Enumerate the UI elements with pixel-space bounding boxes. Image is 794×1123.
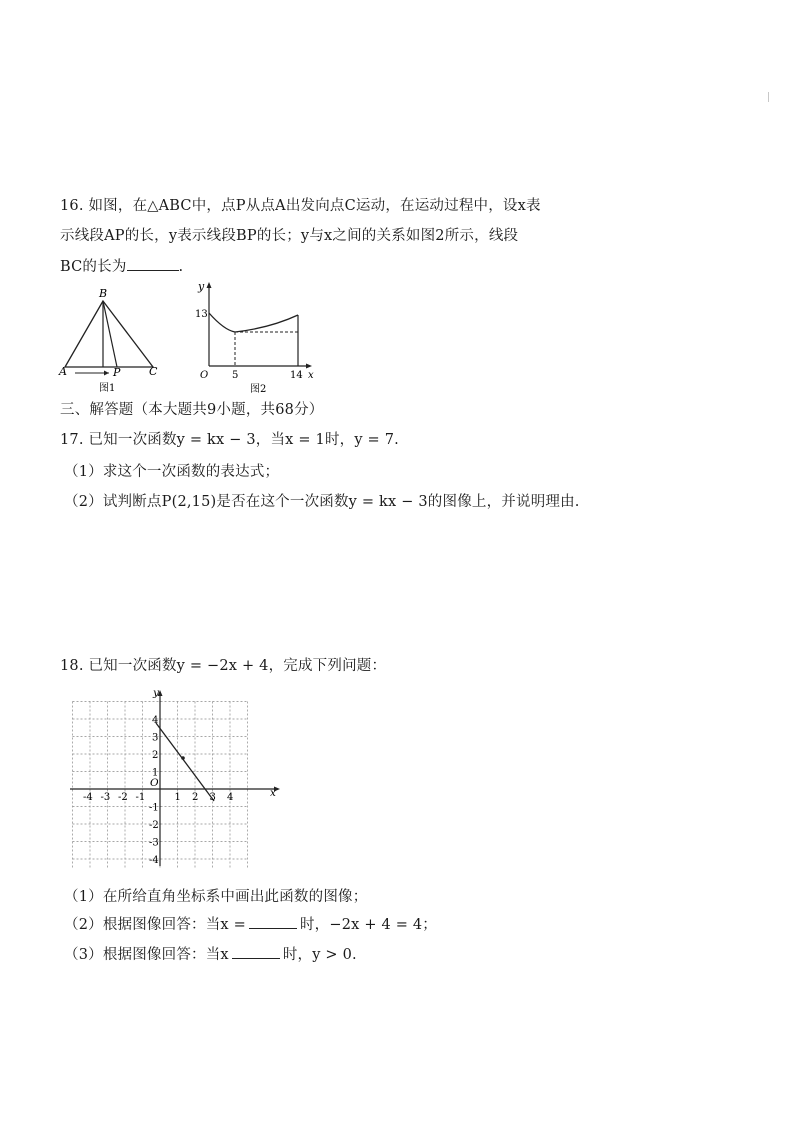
fig2-origin: O [200, 370, 209, 381]
y-tick-label: 4 [152, 715, 159, 726]
q18-coordinate-grid[interactable] [66, 686, 284, 872]
fig2-x14: 14 [290, 370, 303, 381]
q18-part2-post: 时，−2x + 4 = 4； [299, 917, 438, 933]
label-a: A [59, 365, 67, 378]
q16-line3-post: . [178, 259, 184, 275]
x-tick-label: -2 [118, 792, 128, 803]
fig2-y-label: y [198, 280, 205, 293]
q18-stem: 18. 已知一次函数y = −2x + 4，完成下列问题： [60, 658, 387, 674]
q17-stem: 17. 已知一次函数y = kx − 3，当x = 1时，y = 7. [60, 432, 399, 448]
x-tick-label: -3 [100, 792, 111, 803]
x-tick-labels [83, 792, 233, 803]
figure2-graph [192, 278, 322, 396]
x-tick-label: 3 [209, 792, 216, 803]
y-tick-label: -1 [149, 802, 159, 814]
q18-y-label: y [153, 687, 159, 699]
label-c: C [149, 365, 158, 378]
q18-part1: （1）在所给直角坐标系中画出此函数的图像； [64, 889, 368, 905]
label-b: B [99, 287, 108, 300]
q16-answer-blank[interactable] [127, 256, 179, 271]
y-tick-label: 1 [152, 767, 159, 779]
q18-part2 [64, 913, 437, 934]
fig1-caption: 图1 [99, 383, 116, 394]
q17-part2: （2）试判断点P(2,15)是否在这个一次函数y = kx − 3的图像上，并说明理由. [64, 494, 580, 510]
q16-line1: 16. 如图，在△ABC中，点P从点A出发向点C运动，在运动过程中，设x表 [60, 198, 541, 214]
plot-point [181, 756, 185, 760]
margin-mark [768, 92, 769, 102]
q18-part3-post: 时，y > 0. [282, 947, 357, 963]
x-tick-label: 1 [174, 792, 181, 803]
x-tick-label: -1 [135, 792, 146, 803]
y-tick-label: -4 [149, 855, 159, 866]
arrow-head-icon [104, 371, 109, 376]
q18-part3-pre: （3）根据图像回答：当x [64, 947, 229, 963]
x-tick-label: -4 [83, 792, 93, 803]
q18-part3-blank[interactable] [232, 944, 280, 959]
q18-part3 [64, 943, 357, 964]
q18-part2-blank[interactable] [249, 914, 297, 929]
triangle-abc [65, 301, 153, 367]
x-arrow-icon [306, 364, 312, 369]
fig2-curve [209, 313, 298, 332]
fig2-x5: 5 [232, 370, 239, 381]
y-tick-label: -2 [149, 820, 159, 831]
q18-origin: O [150, 777, 159, 789]
fig2-caption: 图2 [250, 384, 267, 395]
q16-line3-pre: BC的长为 [60, 259, 127, 275]
y-tick-label: 2 [152, 750, 159, 761]
q18-x-label: x [270, 787, 276, 799]
y-tick-label: 3 [152, 732, 159, 744]
y-tick-label: -3 [149, 837, 159, 849]
fig2-y13: 13 [195, 309, 208, 320]
x-tick-label: 2 [192, 792, 199, 803]
fig2-x-label: x [308, 370, 314, 381]
section3-heading: 三、解答题（本大题共9小题，共68分） [60, 402, 324, 418]
q18-part2-pre: （2）根据图像回答：当x = [64, 917, 246, 933]
q17-part1: （1）求这个一次函数的表达式； [64, 464, 280, 480]
label-p: P [113, 366, 121, 379]
q16-line3 [60, 255, 183, 276]
y-arrow-icon [207, 282, 212, 288]
figure1-triangle [55, 285, 170, 395]
y-tick-labels [149, 715, 159, 866]
q16-line2: 示线段AP的长，y表示线段BP的长；y与x之间的关系如图2所示，线段 [60, 228, 519, 244]
x-tick-label: 4 [227, 792, 234, 803]
